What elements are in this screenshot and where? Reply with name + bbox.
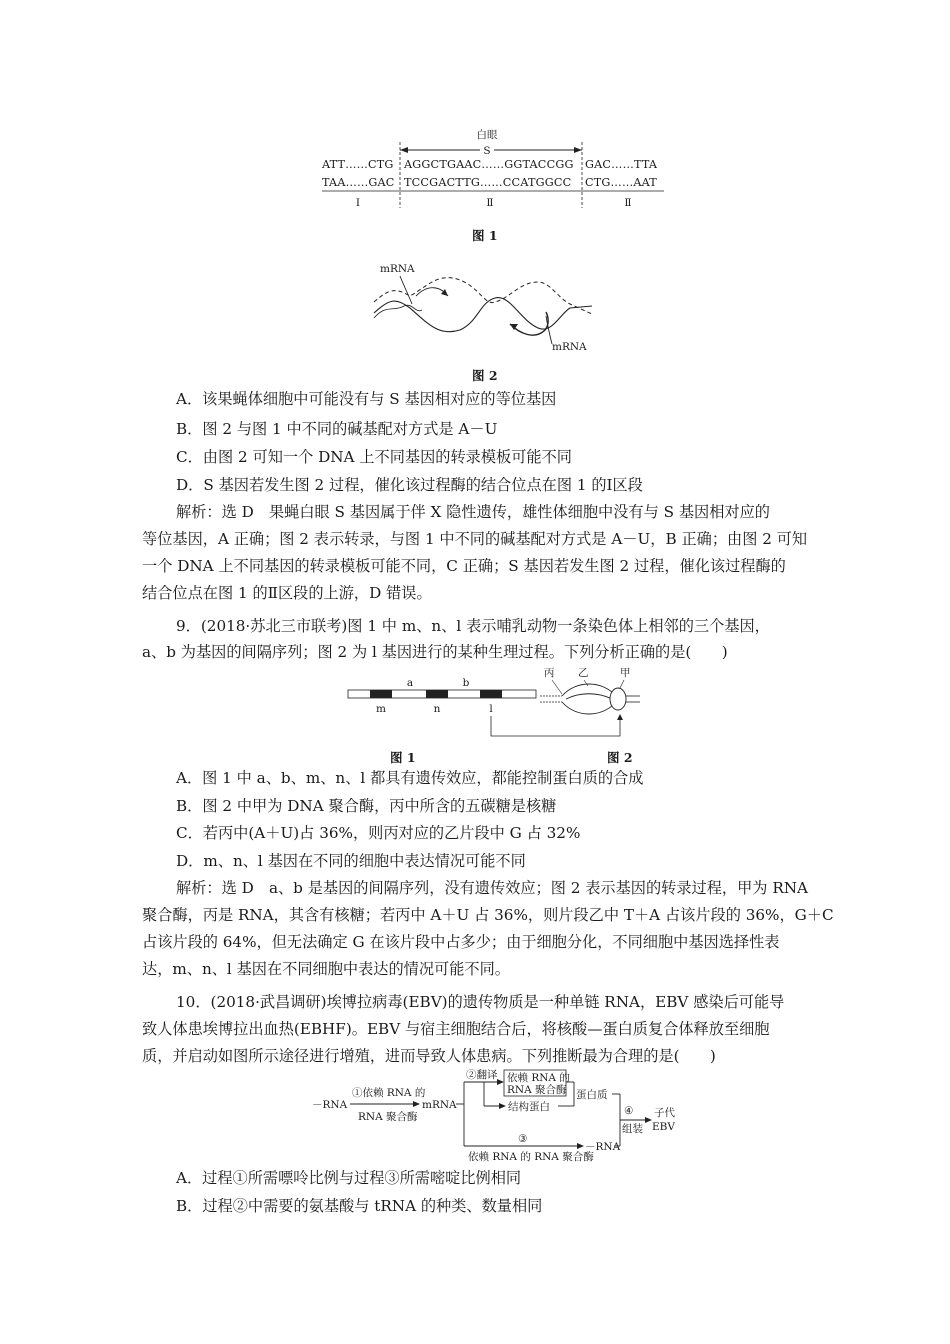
q8-option-c: C．由图 2 可知一个 DNA 上不同基因的转录模板可能不同 [176, 448, 572, 466]
q9-option-d: D．m、n、l 基因在不同的细胞中表达情况可能不同 [176, 852, 526, 870]
box-bottom-label: RNA 聚合酶 [507, 1084, 567, 1096]
step4-top-label: ④ [624, 1105, 634, 1117]
q9-option-a: A．图 1 中 a、b、m、n、l 都具有遗传效应，都能控制蛋白质的合成 [176, 769, 644, 787]
seq-top-mid: AGGCTGAAC……GGTACCGG [404, 158, 574, 171]
figure-1-dna-sequence [300, 120, 680, 215]
gene-s-label: S [483, 145, 491, 157]
q9-analysis-line-1: 解析：选 D a、b 是基因的间隔序列，没有遗传效应；图 2 表示基因的转录过程，甲为 RNA [176, 879, 809, 897]
q10-ebv-pathway-diagram [308, 1068, 688, 1164]
seq-top-right: GAC……TTA [585, 158, 658, 171]
q8-option-b: B．图 2 与图 1 中不同的碱基配对方式是 A－U [176, 420, 498, 438]
q8-analysis-line-3: 一个 DNA 上不同基因的转录模板可能不同，C 正确；S 基因若发生图 2 过程，催化该过程酶的 [142, 557, 786, 575]
mrna-top-label: mRNA [380, 263, 415, 275]
gene-n-label: n [433, 703, 441, 715]
q9-figures [340, 662, 670, 744]
offspring-top-label: 子代 [654, 1107, 675, 1119]
gene-m-label: m [376, 703, 386, 715]
q10-stem-line-1: 10．(2018·武昌调研)埃博拉病毒(EBV)的遗传物质是一种单链 RNA，EBV 感染后可能导 [176, 993, 785, 1011]
chromosome-b-label: b [462, 677, 470, 689]
chromosome-a-label: a [406, 677, 414, 689]
q10-stem-line-2: 致人体患埃博拉出血热(EBHF)。EBV 与宿主细胞结合后，将核酸—蛋白质复合体释放至细胞 [142, 1020, 770, 1038]
step4-bottom-label: 组装 [622, 1123, 643, 1135]
protein-label: 蛋白质 [576, 1089, 608, 1101]
q9-analysis-line-4: 达，m、n、l 基因在不同细胞中表达的情况可能不同。 [142, 960, 510, 978]
q9-analysis-line-3: 占该片段的 64%，但无法确定 G 在该片段中占多少；由于细胞分化，不同细胞中基因选择性表 [142, 933, 780, 951]
mrna-label: mRNA [422, 1099, 457, 1111]
seq-top-left: ATT……CTG [322, 158, 394, 171]
neg-rna-label: －RNA [312, 1099, 348, 1111]
seq-bot-mid: TCCGACTTG……CCATGGCC [404, 176, 572, 189]
structural-protein-label: 结构蛋白 [508, 1101, 550, 1113]
q9-figure-2-caption: 图 2 [607, 750, 633, 765]
figure-2-transcription [370, 258, 600, 358]
gene-l-label: l [489, 703, 493, 715]
fig2-yi-label: 乙 [578, 667, 589, 679]
region-2a-label: Ⅱ [486, 197, 494, 209]
step2-label: ②翻译 [466, 1069, 498, 1081]
fig2-jia-label: 甲 [620, 667, 631, 679]
q8-option-a: A．该果蝇体细胞中可能没有与 S 基因相对应的等位基因 [176, 390, 557, 408]
q8-analysis-line-4: 结合位点在图 1 的Ⅱ区段的上游，D 错误。 [142, 584, 432, 602]
fig2-bing-label: 丙 [544, 667, 555, 679]
q9-stem-line-1: 9．(2018·苏北三市联考)图 1 中 m、n、l 表示哺乳动物一条染色体上相邻的三个基因， [176, 617, 770, 635]
q8-analysis-line-2: 等位基因，A 正确；图 2 表示转录，与图 1 中不同的碱基配对方式是 A－U，B 正确；由图 2 可知 [142, 530, 808, 548]
step1-bottom-label: RNA 聚合酶 [358, 1111, 418, 1123]
step3-label: ③ [518, 1133, 528, 1145]
q8-analysis-line-1: 解析：选 D 果蝇白眼 S 基因属于伴 X 隐性遗传，雄性体细胞中没有与 S 基因相对应的 [176, 503, 770, 521]
q8-option-d: D．S 基因若发生图 2 过程，催化该过程酶的结合位点在图 1 的Ⅰ区段 [176, 476, 643, 494]
q9-option-b: B．图 2 中甲为 DNA 聚合酶，丙中所含的五碳糖是核糖 [176, 797, 557, 815]
figure-2-caption: 图 2 [472, 368, 498, 383]
q9-analysis-line-2: 聚合酶，丙是 RNA，其含有核糖；若丙中 A＋U 占 36%，则片段乙中 T＋A 占该片段的 36%，G＋C [142, 906, 834, 924]
mrna-bottom-label: mRNA [552, 341, 587, 353]
gene-white-eye-label: 白眼 [476, 129, 498, 141]
q9-option-c: C．若丙中(A＋U)占 36%，则丙对应的乙片段中 G 占 32% [176, 824, 581, 842]
region-2b-label: Ⅱ [624, 197, 632, 209]
q9-figure-1-caption: 图 1 [390, 750, 416, 765]
region-1-label: Ⅰ [355, 197, 361, 209]
step1-top-label: ①依赖 RNA 的 [352, 1087, 426, 1099]
figure-1-caption: 图 1 [472, 228, 498, 243]
offspring-bottom-label: EBV [652, 1121, 675, 1133]
box-top-label: 依赖 RNA 的 [507, 1072, 570, 1084]
q10-option-b: B．过程②中需要的氨基酸与 tRNA 的种类、数量相同 [176, 1197, 543, 1215]
q10-stem-line-3: 质，并启动如图所示途径进行增殖，进而导致人体患病。下列推断最为合理的是( ) [142, 1047, 716, 1065]
step3-enzyme-label: 依赖 RNA 的 RNA 聚合酶 [468, 1151, 594, 1163]
seq-bot-left: TAA……GAC [322, 176, 395, 189]
neg-rna-2-label: －RNA [585, 1141, 621, 1153]
seq-bot-right: CTG……AAT [585, 176, 657, 189]
q10-option-a: A．过程①所需嘌呤比例与过程③所需嘧啶比例相同 [176, 1169, 522, 1187]
q9-stem-line-2: a、b 为基因的间隔序列；图 2 为 l 基因进行的某种生理过程。下列分析正确的是( ) [142, 643, 728, 661]
